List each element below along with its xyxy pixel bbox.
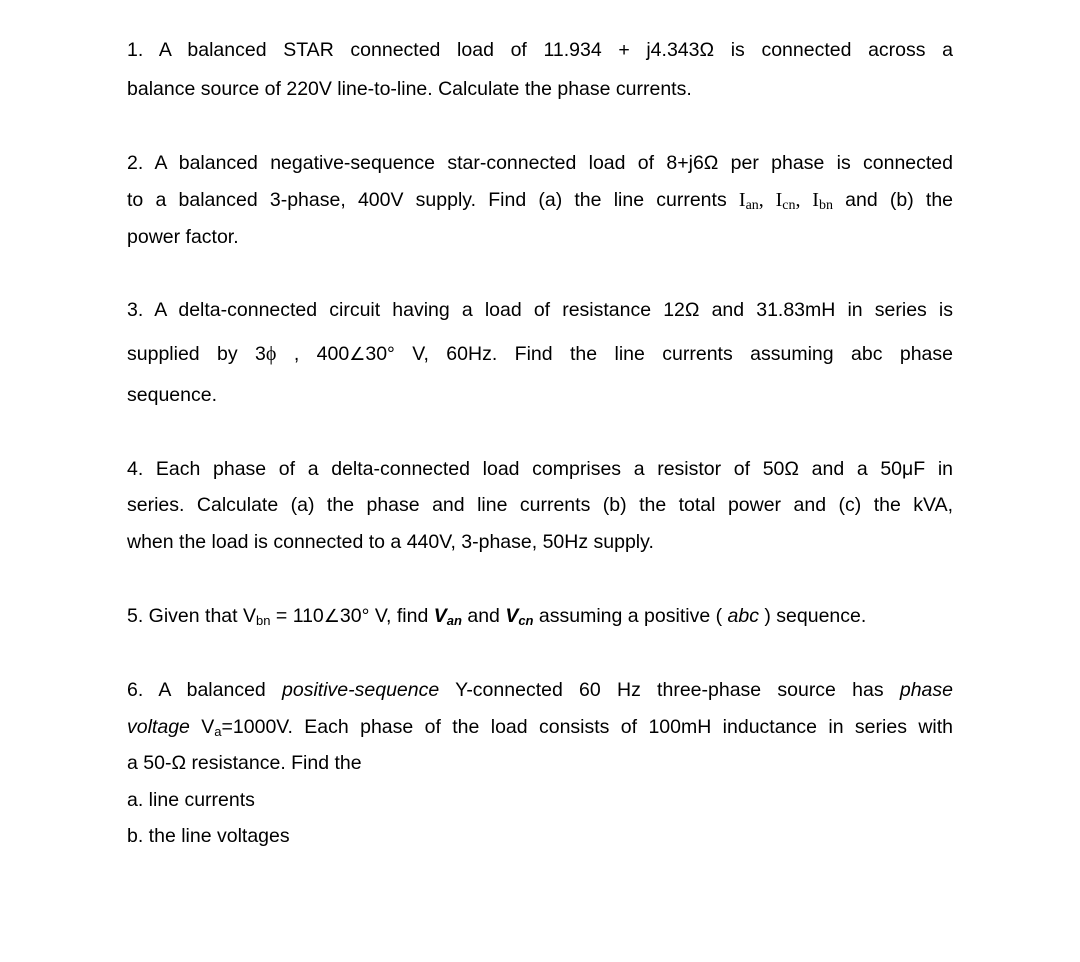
current-symbol-icn bbox=[776, 189, 796, 211]
p3-text-post: 30° V, 60Hz. Find the line currents assuming abc phase bbox=[365, 343, 953, 365]
current-subscript: bn bbox=[818, 198, 833, 213]
problem-5-line-1 bbox=[127, 604, 953, 628]
p5-text-mid: 30° V, find bbox=[339, 605, 434, 627]
p6-text-v: V bbox=[189, 716, 215, 738]
current-letter: I bbox=[738, 189, 746, 211]
p6-text-mid: Y-connected 60 Hz three-phase source has bbox=[439, 679, 900, 701]
p5-text-eq: = 110 bbox=[270, 605, 324, 627]
current-letter: I bbox=[812, 189, 819, 211]
voltage-symbol-vcn bbox=[505, 605, 533, 627]
p5-text-mid2: assuming a positive ( bbox=[533, 605, 728, 627]
voltage-subscript-bn: bn bbox=[256, 613, 271, 628]
p2-text-pre: to a balanced 3-phase, 400V supply. Find (a) the line currents bbox=[127, 189, 739, 211]
separator: , bbox=[758, 189, 776, 211]
problem-2-line-1: 2. A balanced negative-sequence star-connected load of 8+j6Ω per phase is connected bbox=[127, 152, 953, 174]
problem-3-line-2 bbox=[127, 342, 953, 366]
problem-1-line-1: 1. A balanced STAR connected load of 11.934 + j4.343Ω is connected across a bbox=[127, 39, 953, 61]
voltage-symbol-van bbox=[434, 605, 462, 627]
angle-symbol: ∠ bbox=[323, 606, 340, 627]
p6-italic-positive-sequence: positive-sequence bbox=[282, 679, 440, 701]
problem-6-item-b: b. the line voltages bbox=[127, 825, 290, 847]
problem-2-line-3: power factor. bbox=[127, 226, 239, 248]
problem-3-line-3: sequence. bbox=[127, 384, 217, 406]
problem-4-line-1: 4. Each phase of a delta-connected load comprises a resistor of 50Ω and a 50μF in bbox=[127, 458, 953, 480]
problem-6-line-2 bbox=[127, 715, 953, 739]
p2-text-post: and (b) the bbox=[832, 189, 954, 211]
separator: , bbox=[795, 189, 813, 211]
problem-1-line-2: balance source of 220V line-to-line. Calculate the phase currents. bbox=[127, 78, 692, 100]
problem-6-line-3: a 50-Ω resistance. Find the bbox=[127, 752, 362, 774]
voltage-letter: V bbox=[505, 605, 519, 627]
current-subscript: an bbox=[745, 198, 759, 213]
problem-4-line-3: when the load is connected to a 440V, 3-phase, 50Hz supply. bbox=[127, 531, 654, 553]
voltage-subscript: an bbox=[446, 613, 462, 628]
p6-text-post: =1000V. Each phase of the load consists of 100mH inductance in series with bbox=[221, 716, 953, 738]
p6-text-pre: 6. A balanced bbox=[127, 679, 283, 701]
current-symbol-ibn bbox=[812, 189, 833, 211]
problem-4-line-2: series. Calculate (a) the phase and line currents (b) the total power and (c) the kVA, bbox=[127, 494, 953, 516]
current-letter: I bbox=[775, 189, 783, 211]
p5-text-post: ) sequence. bbox=[758, 605, 867, 627]
problem-3-line-1: 3. A delta-connected circuit having a load of resistance 12Ω and 31.83mH in series is bbox=[127, 299, 953, 321]
current-subscript: cn bbox=[782, 198, 796, 213]
p5-text-pre: 5. Given that V bbox=[127, 605, 256, 627]
problem-2-line-2 bbox=[127, 188, 953, 212]
problem-6-line-1 bbox=[127, 678, 953, 702]
p3-text-pre: supplied by 3 bbox=[127, 343, 266, 365]
voltage-subscript: cn bbox=[518, 613, 534, 628]
p3-text-mid: , 400 bbox=[276, 343, 350, 365]
phi-symbol: ϕ bbox=[265, 343, 277, 365]
problem-6-item-a: a. line currents bbox=[127, 789, 255, 811]
sequence-label: abc bbox=[727, 605, 759, 627]
voltage-letter: V bbox=[433, 605, 447, 627]
p5-text-and: and bbox=[461, 605, 506, 627]
p6-italic-phase: phase bbox=[899, 679, 953, 701]
voltage-subscript-a: a bbox=[214, 724, 222, 739]
current-symbol-ian bbox=[739, 189, 759, 211]
p6-italic-voltage: voltage bbox=[127, 716, 190, 738]
angle-symbol: ∠ bbox=[349, 344, 366, 365]
